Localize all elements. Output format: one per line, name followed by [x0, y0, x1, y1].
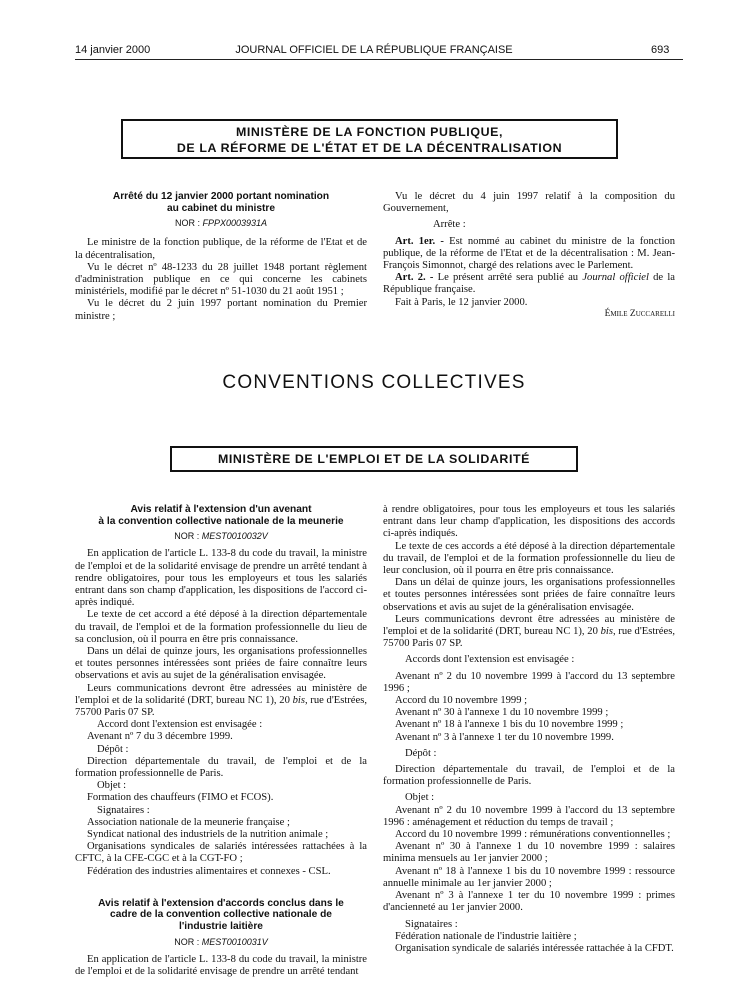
section-title: CONVENTIONS COLLECTIVES — [222, 372, 526, 393]
avenant: Avenant nº 7 du 3 décembre 1999. — [87, 731, 233, 743]
avis-2-title-line-2: cadre de la convention collective nationale de — [110, 909, 332, 921]
article-1-label: Art. 1er. - — [395, 235, 444, 247]
signataire: Fédération nationale de l'industrie laitière ; — [395, 930, 577, 942]
signataire: Syndicat national des industriels de la nutrition animale ; — [87, 829, 329, 841]
arrete-left-column — [75, 191, 367, 323]
avis-1-paragraph: En application de l'article L. 133-8 du code du travail, la ministre de l'emploi et de la solidarité envisage de prendre un arrêté tendant à rendre obligatoires, pour tous les employeurs et tous les salariés entrant dans son champ d'application, les dispositions de l'accord ci-après indiqué. — [75, 548, 367, 609]
accord-item: Avenant nº 3 à l'annexe 1 ter du 10 novembre 1999. — [395, 731, 614, 743]
fait-a-paris: Fait à Paris, le 12 janvier 2000. — [395, 296, 528, 308]
depot: Direction départementale du travail, de l'emploi et de la formation professionnelle de Paris. — [383, 764, 675, 788]
depot-label: Dépôt : — [405, 747, 437, 759]
conventions-right-column — [383, 504, 675, 955]
objet-item: Avenant nº 18 à l'annexe 1 bis du 10 novembre 1999 : ressource annuelle minimale au 1er janvier 2000 ; — [383, 865, 675, 889]
objet-label: Objet : — [405, 792, 435, 804]
signataire: Fédération des industries alimentaires et connexes - CSL. — [87, 865, 331, 877]
conventions-left-column — [75, 504, 367, 978]
ministry-line-2: DE LA RÉFORME DE L'ÉTAT ET DE LA DÉCENTRALISATION — [176, 141, 563, 155]
address-text: Leurs communications devront être adressées au ministère de l'emploi et de la solidarité (DRT, bureau NC 1), 20 — [383, 613, 675, 638]
objet-item: Avenant nº 2 du 10 novembre 1999 à l'accord du 13 septembre 1996 : aménagement et réduction du temps de travail ; — [383, 804, 675, 828]
accord-item: Avenant nº 30 à l'annexe 1 du 10 novembre 1999 ; — [395, 707, 609, 719]
nor-code: FPPX0003931A — [202, 218, 268, 229]
ministry-box-emploi — [170, 446, 578, 472]
depot-label: Dépôt : — [97, 743, 129, 755]
address-text: Leurs communications devront être adressées au ministère de l'emploi et de la solidarité (DRT, bureau NC 1), 20 — [75, 682, 367, 706]
avis-2-paragraph: Le texte de ces accords a été déposé à la direction départementale du travail, de l'emploi et de la formation professionnelle du lieu de leur conclusion, où il pourra en être pris connaissance. — [383, 540, 675, 577]
ministry-box-fonction-publique — [121, 119, 618, 159]
nor-code: MEST0010031V — [201, 936, 268, 947]
signataire: Association nationale de la meunerie française ; — [87, 816, 290, 828]
accord-item: Accord du 10 novembre 1999 ; — [395, 695, 528, 707]
avis-1-paragraph — [75, 683, 367, 720]
article-1-text: Est nommé au cabinet du ministre de la fonction publique, de la réforme de l'Etat et de la décentralisation : M. Jean-François Simonnot, chargé des relations avec le Parlement. — [383, 235, 675, 272]
avis-1-paragraph: Le texte de cet accord a été déposé à la direction départementale du travail, de l'emploi et de la formation professionnelle du lieu de sa conclusion, où il pourra en être pris connaissance. — [75, 609, 367, 645]
signataire: Organisations syndicales de salariés intéressées rattachées à la CFTC, à la CFE-CGC et à la CGT-FO ; — [75, 841, 367, 865]
nor-label: NOR : — [174, 218, 203, 229]
address-bis: bis — [600, 626, 613, 638]
avis-1-title — [75, 504, 367, 527]
avis-2-paragraph: à rendre obligatoires, pour tous les employeurs et tous les salariés entrant dans leur champ d'application, les dispositions des accords ci-après indiqués. — [383, 504, 675, 540]
article-2-label: Art. 2. - — [395, 272, 434, 284]
ministry-line-1: MINISTÈRE DE LA FONCTION PUBLIQUE, — [235, 125, 504, 139]
avis-2-title-line-3: l'industrie laitière — [179, 921, 263, 933]
arrete-title-line-2: au cabinet du ministre — [166, 202, 276, 214]
accord-label: Accord dont l'extension est envisagée : — [97, 719, 263, 731]
arrete-title-line-1: Arrêté du 12 janvier 2000 portant nomination — [112, 191, 330, 202]
article-2-text: Le présent arrêté sera publié au — [433, 272, 583, 284]
arrete-nor — [75, 217, 367, 229]
header-rule — [75, 59, 683, 60]
address-bis: bis — [292, 694, 305, 706]
avis-2-paragraph: En application de l'article L. 133-8 du code du travail, la ministre de l'emploi et de la solidarité envisage de prendre un arrêté tendant — [75, 953, 367, 978]
accord-item: Avenant nº 2 du 10 novembre 1999 à l'accord du 13 septembre 1996 ; — [383, 670, 675, 694]
objet-item: Avenant nº 30 à l'annexe 1 du 10 novembre 1999 : salaires minima mensuels au 1er janvier 2000 ; — [383, 841, 675, 865]
avis-2-nor — [75, 936, 367, 948]
avis-1-title-line-2: à la convention collective nationale de la meunerie — [98, 515, 344, 527]
objet-item: Accord du 10 novembre 1999 : rémunérations conventionnelles ; — [395, 829, 671, 841]
article-2-italic: Journal officiel — [582, 272, 649, 284]
address-text-end: , rue d'Estrées, 75700 Paris 07 SP. — [75, 694, 367, 719]
signature: Émile Zuccarelli — [604, 308, 675, 319]
objet-item: Avenant nº 3 à l'annexe 1 ter du 10 novembre 1999 : primes d'ancienneté au 1er janvier 2000. — [383, 890, 675, 914]
nor-label: NOR : — [174, 936, 202, 947]
arrete-paragraph: Le ministre de la fonction publique, de la réforme de l'Etat et de la décentralisation, — [75, 237, 367, 261]
avis-2-paragraph: Dans un délai de quinze jours, les organisations professionnelles et toutes personnes intéressées sont priées de faire connaître leurs observations et avis au sujet de la généralisation envisagée. — [383, 577, 675, 613]
avis-1-title-line-1: Avis relatif à l'extension d'un avenant — [130, 504, 312, 515]
depot: Direction départementale du travail, de l'emploi et de la formation professionnelle de Paris. — [75, 755, 367, 780]
arrete-right-column — [383, 191, 675, 320]
arrete-title — [75, 191, 367, 214]
accords-label: Accords dont l'extension est envisagée : — [405, 654, 575, 666]
ministry-line-1: MINISTÈRE DE L'EMPLOI ET DE LA SOLIDARITÉ — [217, 452, 531, 466]
header-page-number: 693 — [651, 44, 670, 56]
arrete-paragraph: Vu le décret du 4 juin 1997 relatif à la composition du Gouvernement, — [383, 191, 675, 215]
signataires-label: Signataires : — [97, 804, 150, 816]
nor-label: NOR : — [174, 531, 202, 542]
signataires-label: Signataires : — [405, 918, 458, 930]
accord-item: Avenant nº 18 à l'annexe 1 bis du 10 novembre 1999 ; — [395, 719, 624, 731]
header-journal-title: JOURNAL OFFICIEL DE LA RÉPUBLIQUE FRANÇAISE — [235, 44, 513, 56]
avis-1-nor — [75, 530, 367, 542]
arrete-label: Arrête : — [433, 219, 466, 231]
avis-2-title — [75, 898, 367, 933]
address-text-end: , rue d'Estrées, 75700 Paris 07 SP. — [383, 626, 675, 650]
avis-2-paragraph — [383, 614, 675, 651]
objet-label: Objet : — [97, 780, 127, 792]
arrete-paragraph: Vu le décret nº 48-1233 du 28 juillet 1948 portant règlement d'administration publique en ce qui concerne les cabinets ministériels, modifié par le décret nº 51-1030 du 21 août 1951 ; — [75, 261, 367, 298]
article-2 — [383, 272, 675, 296]
objet: Formation des chauffeurs (FIMO et FCOS). — [87, 792, 274, 804]
article-1 — [383, 236, 675, 273]
header-date: 14 janvier 2000 — [75, 44, 151, 56]
avis-1-paragraph: Dans un délai de quinze jours, les organisations professionnelles et toutes personnes intéressées sont priées de faire connaître leurs observations et avis au sujet de la généralisation envisagée. — [75, 646, 367, 682]
avis-2-title-line-1: Avis relatif à l'extension d'accords conclus dans le — [98, 897, 344, 909]
article-2-text-end: de la République française. — [383, 272, 675, 296]
arrete-paragraph: Vu le décret du 2 juin 1997 portant nomination du Premier ministre ; — [75, 298, 367, 322]
nor-code: MEST0010032V — [201, 531, 268, 542]
signataire: Organisation syndicale de salariés intéressée rattachée à la CFDT. — [395, 942, 674, 954]
